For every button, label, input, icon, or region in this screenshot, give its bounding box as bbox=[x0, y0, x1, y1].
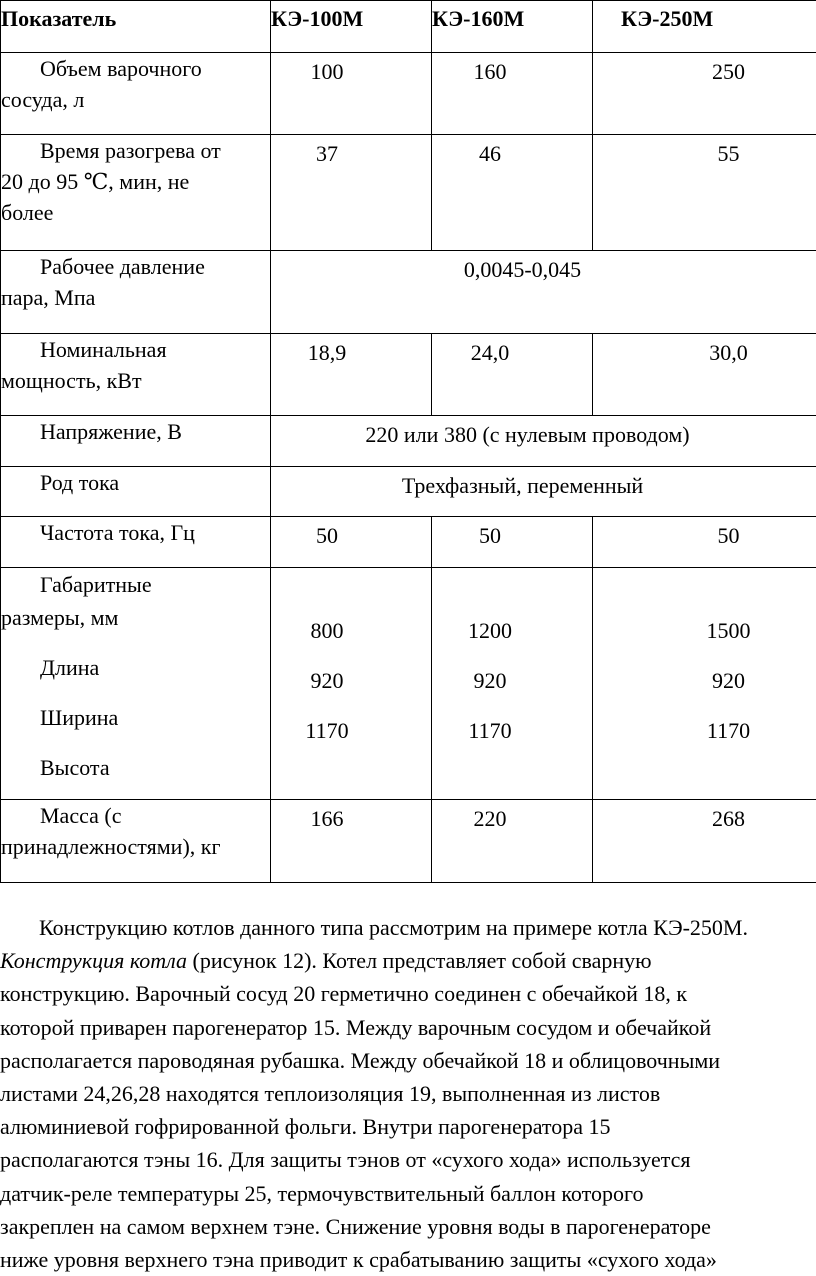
label-line: мощность, кВт bbox=[1, 365, 270, 396]
paragraph-line: располагаются тэны 16. Для защиты тэнов от «сухого хода» используется bbox=[0, 1143, 816, 1176]
label-line: Напряжение, В bbox=[1, 416, 270, 447]
table-row-mass bbox=[1, 800, 816, 883]
row-label bbox=[1, 135, 271, 251]
label-line: более bbox=[1, 197, 270, 228]
paragraph-line: которой приварен парогенератор 15. Между варочным сосудом и обечайкой bbox=[0, 1011, 816, 1044]
dim-width: 920 bbox=[633, 665, 816, 715]
label-width: Ширина bbox=[1, 701, 270, 751]
cell-value: 160 bbox=[432, 53, 593, 135]
row-label bbox=[1, 334, 271, 416]
cell-value: 50 bbox=[432, 517, 593, 568]
label-line: 20 до 95 ℃, мин, не bbox=[1, 166, 270, 197]
header-ke-250m: КЭ-250М bbox=[593, 1, 816, 53]
cell-value: 55 bbox=[593, 135, 816, 251]
row-label bbox=[1, 251, 271, 334]
label-line: сосуда, л bbox=[1, 84, 270, 115]
row-label bbox=[1, 467, 271, 517]
dim-length: 1500 bbox=[633, 615, 816, 665]
cell-value: 30,0 bbox=[593, 334, 816, 416]
paragraph-line: датчик-реле температуры 25, термочувствительный баллон которого bbox=[0, 1177, 816, 1210]
table-row-power bbox=[1, 334, 816, 416]
paragraph-text: (рисунок 12). Котел представляет собой сварную bbox=[187, 948, 652, 973]
row-label bbox=[1, 517, 271, 568]
paragraph-line: листами 24,26,28 находятся теплоизоляция 19, выполненная из листов bbox=[0, 1077, 816, 1110]
header-indicator: Показатель bbox=[1, 1, 271, 53]
dim-height: 1170 bbox=[271, 715, 383, 765]
table-row-heatup bbox=[1, 135, 816, 251]
label-line: Номинальная bbox=[1, 334, 270, 365]
paragraph-line: алюминиевой гофрированной фольги. Внутри парогенератора 15 bbox=[0, 1110, 816, 1143]
dim-width: 920 bbox=[432, 665, 548, 715]
label-line: Рабочее давление bbox=[1, 251, 270, 282]
cell-value: 166 bbox=[271, 800, 432, 883]
label-line: Время разогрева от bbox=[1, 135, 270, 166]
cell-value-merged: 0,0045-0,045 bbox=[271, 251, 816, 334]
label-line: Габаритные bbox=[1, 568, 270, 601]
cell-value: 50 bbox=[593, 517, 816, 568]
cell-value: 50 bbox=[271, 517, 432, 568]
row-label bbox=[1, 568, 271, 800]
cell-value: 268 bbox=[593, 800, 816, 883]
paragraph-line: ниже уровня верхнего тэна приводит к срабатыванию защиты «сухого хода» bbox=[0, 1243, 816, 1276]
row-label bbox=[1, 416, 271, 467]
body-paragraph bbox=[0, 911, 816, 1276]
label-line: Объем варочного bbox=[1, 53, 270, 84]
paragraph-line: располагается пароводяная рубашка. Между обечайкой 18 и облицовочными bbox=[0, 1044, 816, 1077]
cell-value: 46 bbox=[432, 135, 593, 251]
dim-width: 920 bbox=[271, 665, 383, 715]
dim-height: 1170 bbox=[432, 715, 548, 765]
header-ke-160m: КЭ-160М bbox=[432, 1, 593, 53]
cell-dimensions bbox=[432, 568, 593, 800]
label-line: Род тока bbox=[1, 467, 270, 498]
table-row-pressure bbox=[1, 251, 816, 334]
table-row-voltage bbox=[1, 416, 816, 467]
row-label bbox=[1, 800, 271, 883]
cell-value-merged: Трехфазный, переменный bbox=[271, 467, 816, 517]
label-line: Частота тока, Гц bbox=[1, 517, 270, 548]
table-row-volume bbox=[1, 53, 816, 135]
table-header-row bbox=[1, 1, 816, 53]
label-length: Длина bbox=[1, 651, 270, 701]
cell-dimensions bbox=[593, 568, 816, 800]
row-label bbox=[1, 53, 271, 135]
table-row-frequency bbox=[1, 517, 816, 568]
dim-length: 800 bbox=[271, 615, 383, 665]
cell-value: 18,9 bbox=[271, 334, 432, 416]
paragraph-line: конструкцию. Варочный сосуд 20 герметично соединен с обечайкой 18, к bbox=[0, 977, 816, 1010]
dim-length: 1200 bbox=[432, 615, 548, 665]
italic-term: Конструкция котла bbox=[0, 948, 187, 973]
paragraph-line: закреплен на самом верхнем тэне. Снижение уровня воды в парогенераторе bbox=[0, 1210, 816, 1243]
dim-height: 1170 bbox=[633, 715, 816, 765]
label-line: принадлежностями), кг bbox=[1, 831, 270, 862]
table-row-dimensions bbox=[1, 568, 816, 800]
table-row-current-type bbox=[1, 467, 816, 517]
cell-value: 100 bbox=[271, 53, 432, 135]
label-height: Высота bbox=[1, 751, 270, 784]
paragraph-line bbox=[0, 944, 816, 977]
cell-value-merged: 220 или 380 (с нулевым проводом) bbox=[271, 416, 816, 467]
label-line: размеры, мм bbox=[1, 601, 270, 651]
label-line: Масса (с bbox=[1, 800, 270, 831]
header-ke-100m: КЭ-100М bbox=[271, 1, 432, 53]
cell-value: 24,0 bbox=[432, 334, 593, 416]
cell-value: 250 bbox=[593, 53, 816, 135]
cell-dimensions bbox=[271, 568, 432, 800]
label-line: пара, Мпа bbox=[1, 282, 270, 313]
cell-value: 220 bbox=[432, 800, 593, 883]
paragraph-line: Конструкцию котлов данного типа рассмотрим на примере котла КЭ-250М. bbox=[0, 911, 816, 944]
cell-value: 37 bbox=[271, 135, 432, 251]
